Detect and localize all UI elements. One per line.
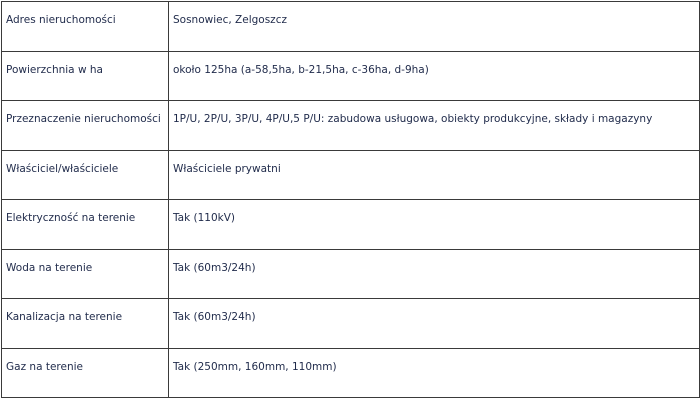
row-value-purpose: 1P/U, 2P/U, 3P/U, 4P/U,5 P/U: zabudowa usługowa, obiekty produkcyjne, składy i magazyny: [169, 101, 700, 151]
table-row: [2, 348, 700, 398]
row-label-owners: Właściciel/właściciele: [2, 150, 169, 200]
row-label-address: Adres nieruchomości: [2, 2, 169, 52]
table-row: [2, 2, 700, 52]
table-row: [2, 200, 700, 250]
row-value-gas: Tak (250mm, 160mm, 110mm): [169, 348, 700, 398]
property-info-table-container: [1, 1, 699, 398]
table-row: [2, 249, 700, 299]
row-label-area: Powierzchnia w ha: [2, 51, 169, 101]
row-value-address: Sosnowiec, Zelgoszcz: [169, 2, 700, 52]
row-value-water: Tak (60m3/24h): [169, 249, 700, 299]
row-value-electricity: Tak (110kV): [169, 200, 700, 250]
row-value-sewage: Tak (60m3/24h): [169, 299, 700, 349]
row-label-electricity: Elektryczność na terenie: [2, 200, 169, 250]
property-info-table: [1, 1, 700, 398]
row-label-purpose: Przeznaczenie nieruchomości: [2, 101, 169, 151]
table-row: [2, 51, 700, 101]
row-label-gas: Gaz na terenie: [2, 348, 169, 398]
table-row: [2, 299, 700, 349]
table-row: [2, 150, 700, 200]
table-row: [2, 101, 700, 151]
row-value-area: około 125ha (a-58,5ha, b-21,5ha, c-36ha, d-9ha): [169, 51, 700, 101]
row-label-water: Woda na terenie: [2, 249, 169, 299]
row-label-sewage: Kanalizacja na terenie: [2, 299, 169, 349]
row-value-owners: Właściciele prywatni: [169, 150, 700, 200]
